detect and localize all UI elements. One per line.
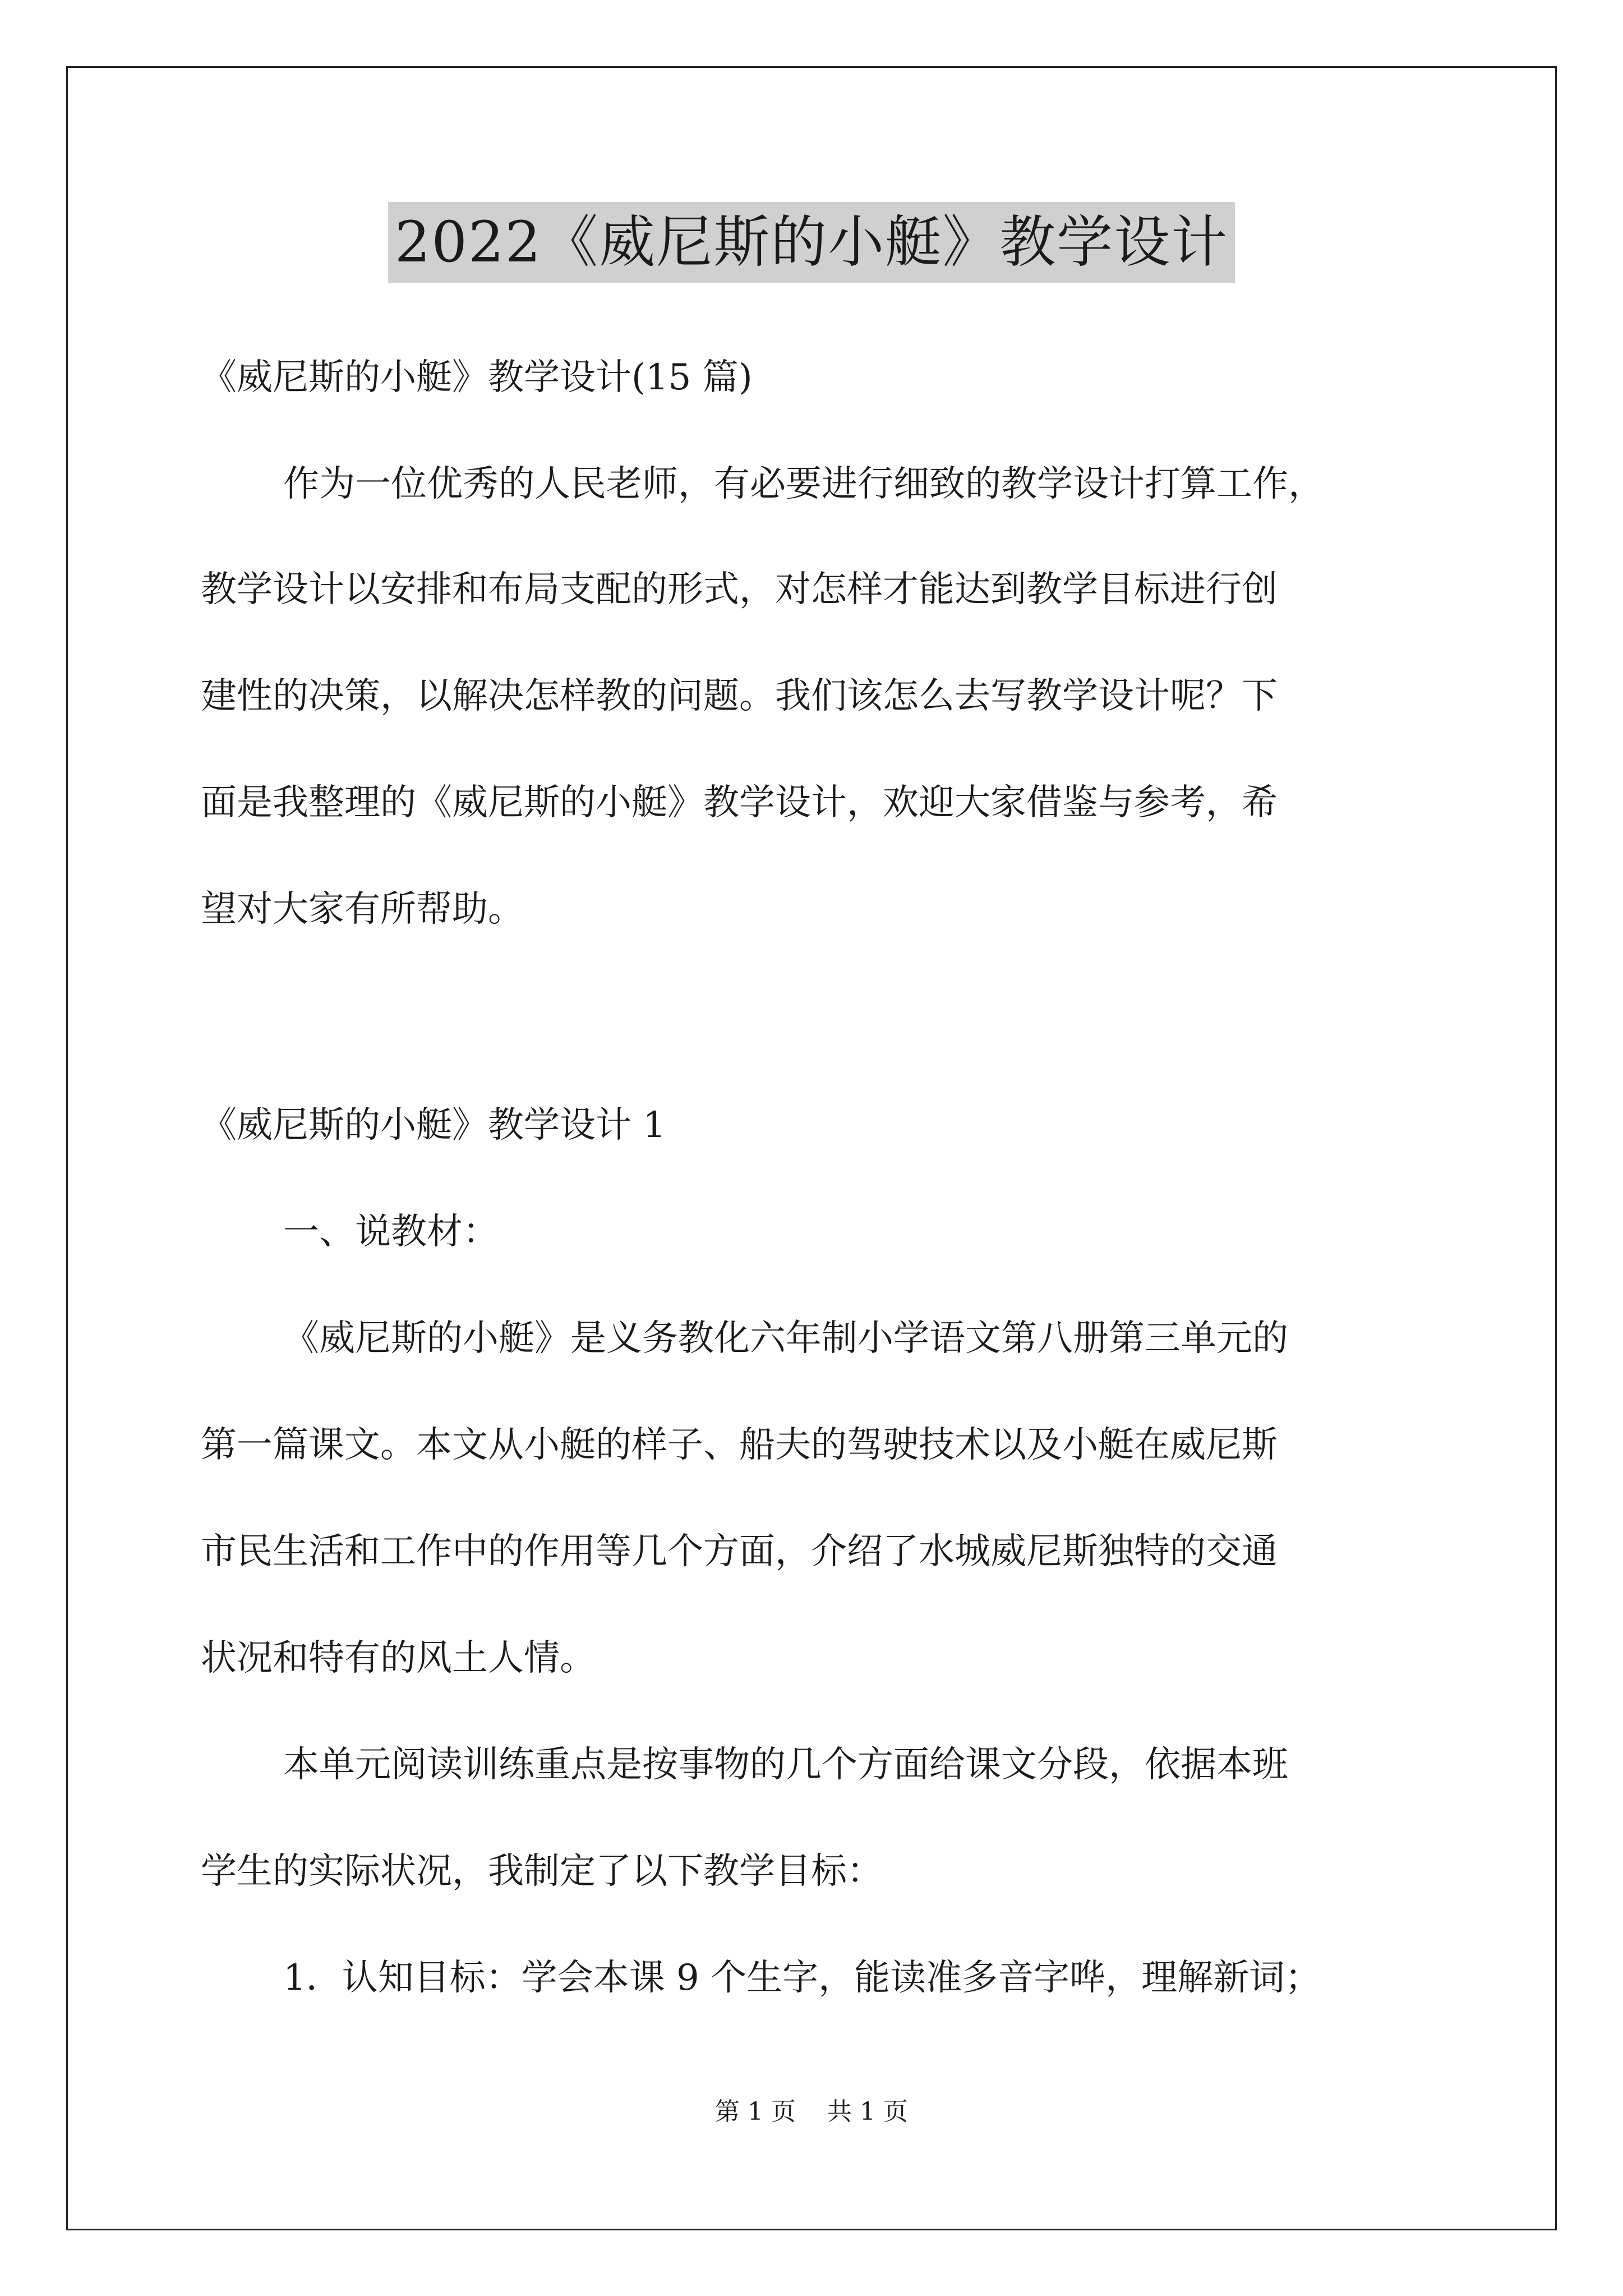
paragraph-line: 学生的实际状况，我制定了以下教学目标： — [201, 1851, 883, 1892]
intro-line: 建性的决策，以解决怎样教的问题。我们该怎么去写教学设计呢？下 — [201, 675, 1278, 717]
paragraph-line: 《威尼斯的小艇》是义务教化六年制小学语文第八册第三单元的 — [283, 1318, 1288, 1359]
part-heading: 一、说教材： — [283, 1211, 499, 1253]
document-title: 2022《威尼斯的小艇》教学设计 — [388, 202, 1235, 283]
paragraph-line: 第一篇课文。本文从小艇的样子、船夫的驾驶技术以及小艇在威尼斯 — [201, 1424, 1278, 1466]
goal-item: 1．认知目标：学会本课 9 个生字，能读准多音字哗，理解新词； — [283, 1957, 1321, 1999]
intro-line: 作为一位优秀的人民老师，有必要进行细致的教学设计打算工作， — [283, 463, 1324, 505]
title-container — [0, 202, 1623, 283]
document-subtitle: 《威尼斯的小艇》教学设计(15 篇) — [201, 357, 753, 398]
intro-line: 教学设计以安排和布局支配的形式，对怎样才能达到教学目标进行创 — [201, 569, 1278, 610]
section-heading: 《威尼斯的小艇》教学设计 1 — [201, 1105, 666, 1146]
page-footer: 第 1 页 共 1 页 — [715, 2097, 908, 2126]
paragraph-line: 市民生活和工作中的作用等几个方面，介绍了水城威尼斯独特的交通 — [201, 1531, 1278, 1572]
paragraph-line: 状况和特有的风土人情。 — [201, 1637, 596, 1679]
intro-line: 望对大家有所帮助。 — [201, 889, 524, 930]
intro-line: 面是我整理的《威尼斯的小艇》教学设计，欢迎大家借鉴与参考，希 — [201, 782, 1278, 823]
paragraph-line: 本单元阅读训练重点是按事物的几个方面给课文分段，依据本班 — [283, 1744, 1288, 1786]
